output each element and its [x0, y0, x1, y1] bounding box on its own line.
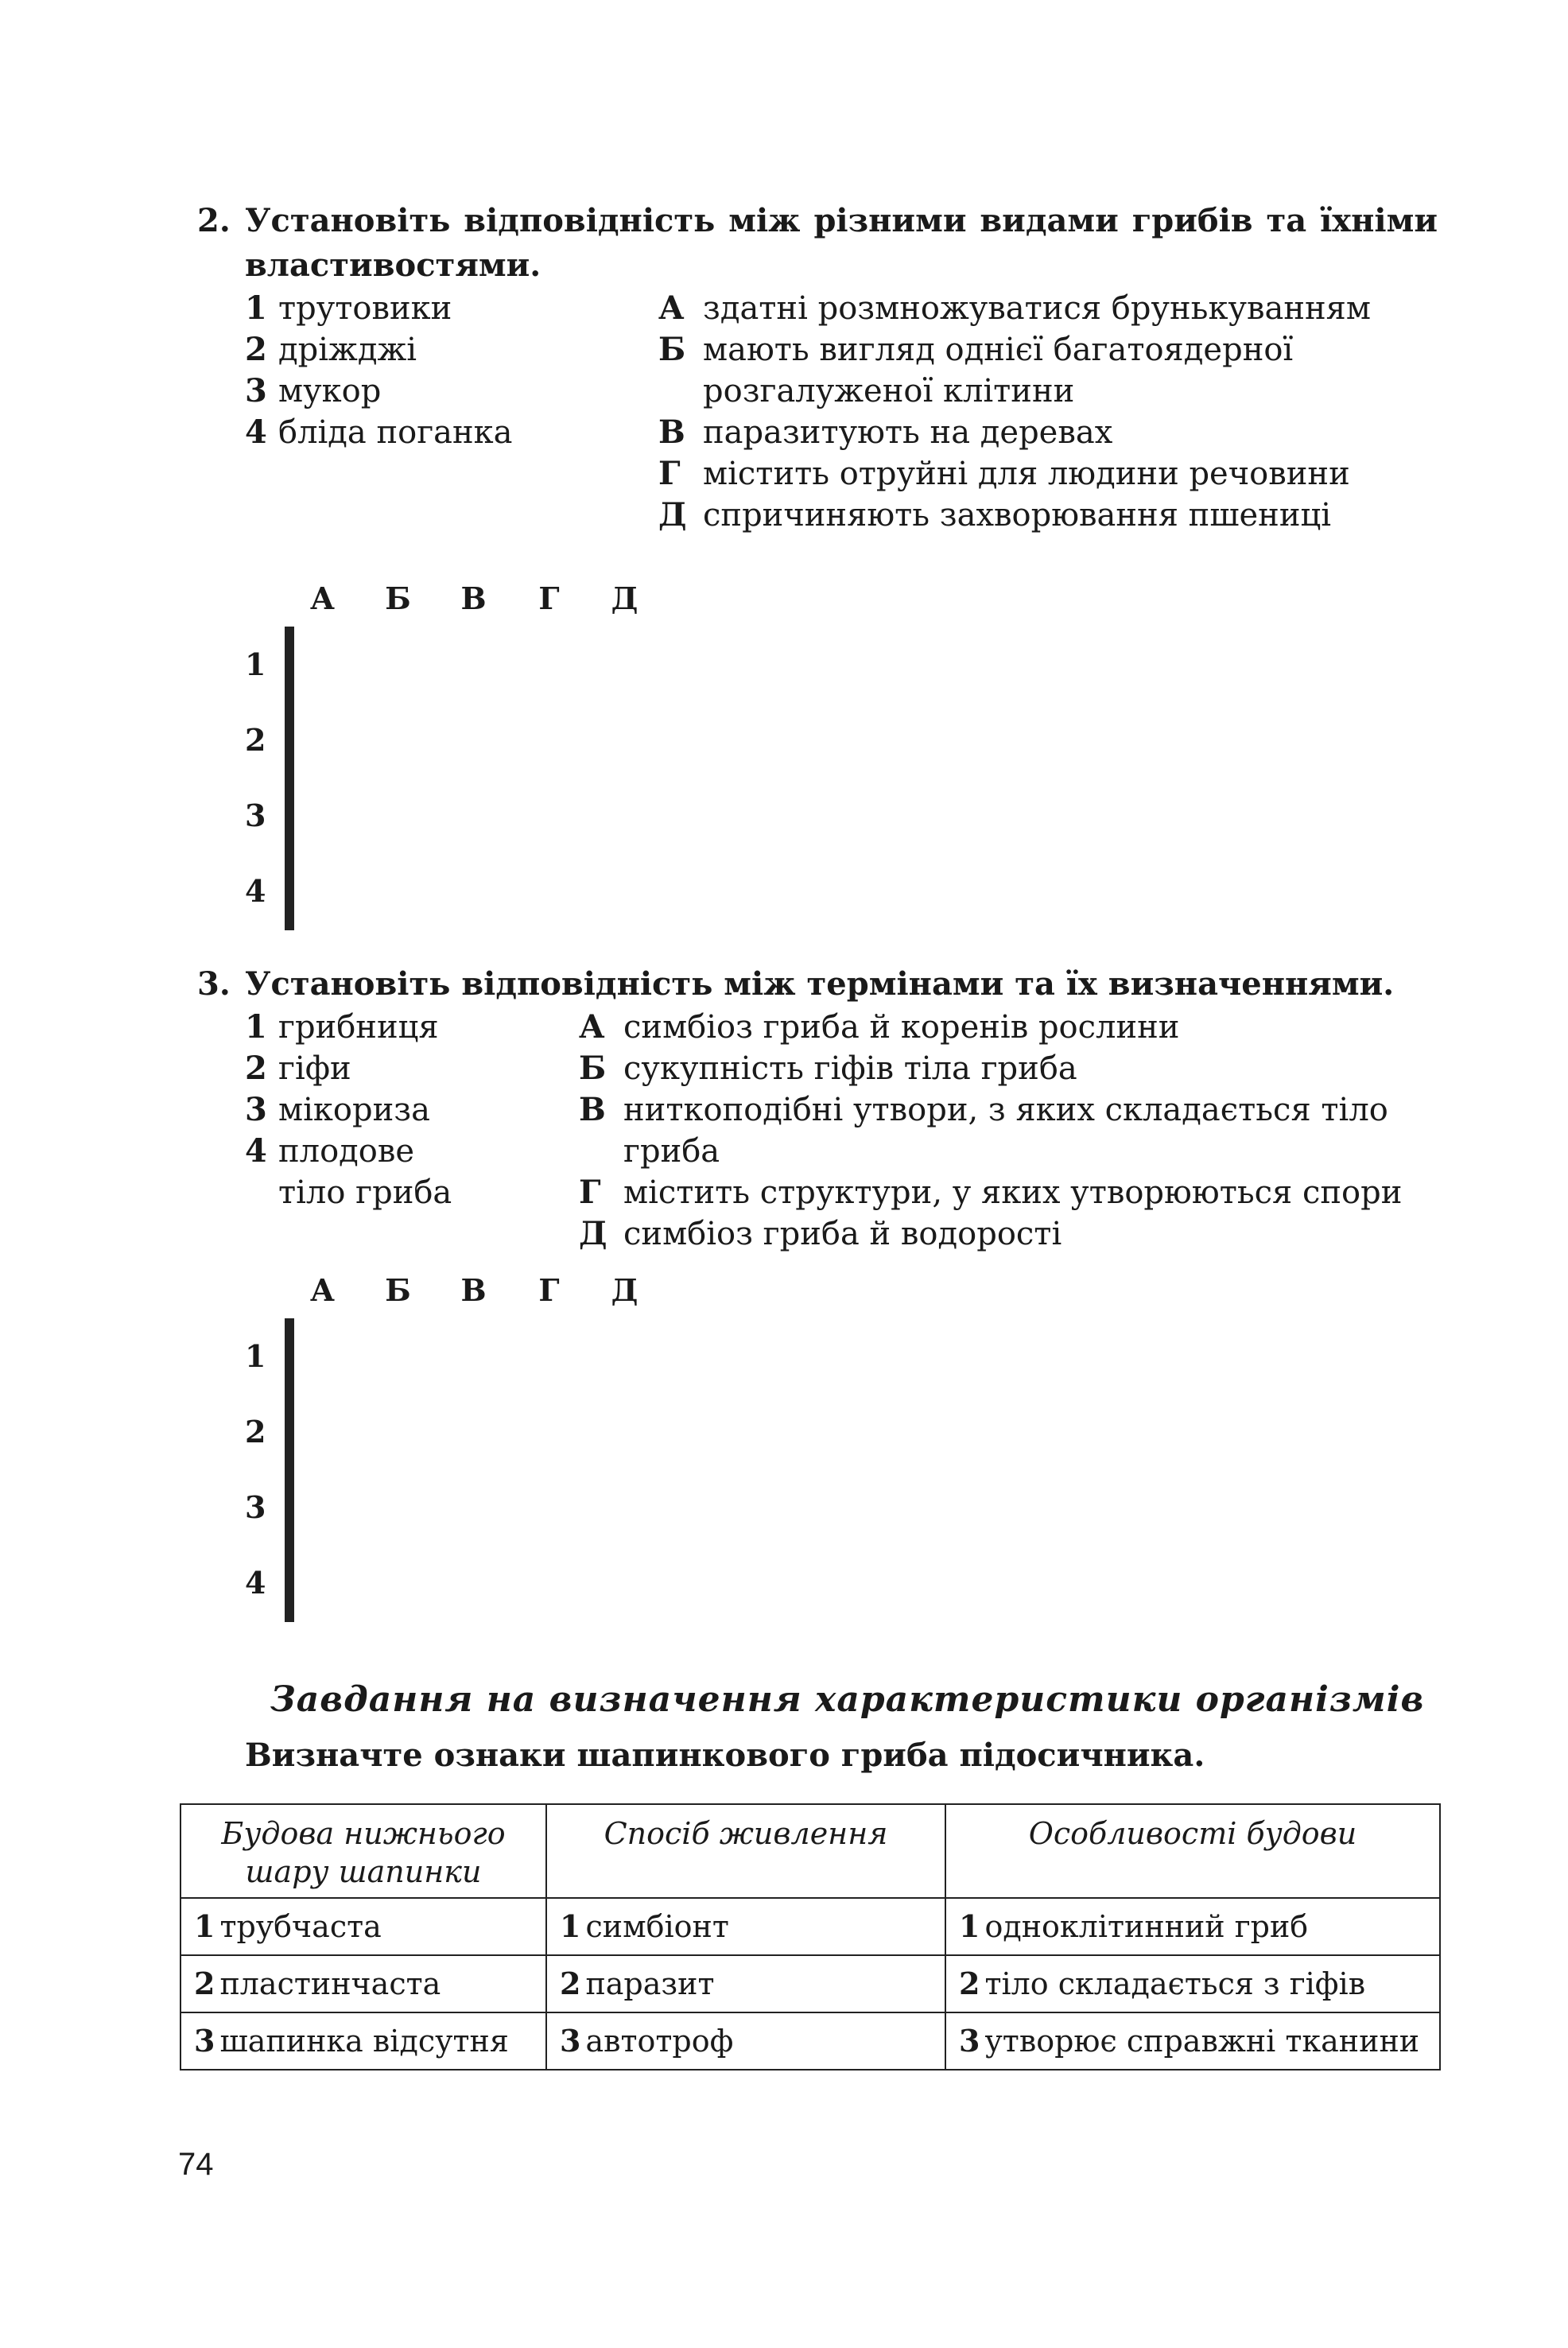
answer-cell[interactable]: [292, 703, 293, 778]
question-2: [197, 199, 1438, 542]
term-item: 4 бліда поганка: [245, 413, 513, 451]
definition-item: А симбіоз гриба й коренів рослини: [579, 1008, 1180, 1046]
table-cell: 2 паразит: [546, 1955, 945, 2012]
table-row: [180, 2012, 1440, 2070]
table-header-row: [180, 1804, 1440, 1898]
table-header: Будова нижнього шару шапинки: [180, 1804, 546, 1898]
grid-row-headers: 1 2 3 4: [245, 1338, 266, 1601]
definitions-list: [658, 288, 1438, 536]
answer-cell[interactable]: [292, 854, 293, 929]
answer-cells: [285, 627, 294, 930]
answer-cell[interactable]: [292, 1319, 293, 1395]
definition-item: Д симбіоз гриба й водорості: [579, 1215, 1062, 1252]
features-table: [180, 1803, 1441, 2071]
table-header: Спосіб живлення: [546, 1804, 945, 1898]
table-cell: 1 симбіонт: [546, 1898, 945, 1955]
term-item: 2 гіфи: [245, 1050, 351, 1087]
definitions-list: [579, 1007, 1438, 1255]
table-cell: 3 шапинка відсутня: [180, 2012, 546, 2070]
definition-item: Б мають вигляд однієї багатоядерної розгалуженої клітини: [658, 331, 1294, 409]
grid-column-headers: А Б В Г Д: [310, 580, 638, 616]
answer-cell[interactable]: [292, 1470, 293, 1546]
table-row: [180, 1898, 1440, 1955]
table-cell: 2 тіло складається з гіфів: [945, 1955, 1440, 2012]
term-item: 4 плодове тіло гриба: [245, 1132, 452, 1211]
answer-cell[interactable]: [292, 627, 293, 703]
terms-list: [245, 1007, 579, 1213]
definition-item: В ниткоподібні утвори, з яких складається тіло гриба: [579, 1091, 1388, 1170]
table-row: [180, 1955, 1440, 2012]
table-cell: 1 одноклітинний гриб: [945, 1898, 1440, 1955]
term-item: 3 мікориза: [245, 1091, 430, 1128]
table-cell: 2 пластинчаста: [180, 1955, 546, 2012]
matching-lists: [245, 288, 1438, 542]
term-item: 1 трутовики: [245, 289, 452, 327]
definition-item: А здатні розмножуватися брунькуванням: [658, 289, 1372, 327]
question-3: [197, 962, 1438, 1252]
table-cell: 1 трубчаста: [180, 1898, 546, 1955]
matching-lists: [245, 1007, 1438, 1252]
section-title: Завдання на визначення характеристики організмів: [270, 1679, 1425, 1720]
definition-item: Д спричиняють захворювання пшениці: [658, 496, 1332, 534]
question-3-prompt: [197, 962, 1438, 1007]
term-item: 1 грибниця: [245, 1008, 439, 1046]
definition-item: Г містить структури, у яких утворюються спори: [579, 1174, 1403, 1211]
term-item: 2 дріжджі: [245, 331, 417, 368]
answer-cell[interactable]: [292, 1395, 293, 1470]
page-number: 74: [178, 2147, 214, 2182]
grid-row-headers: 1 2 3 4: [245, 646, 266, 909]
question-number: 3.: [197, 965, 231, 1003]
question-text: Установіть відповідність між різними видами грибів та їхніми властивостями.: [245, 202, 1438, 284]
answer-cell[interactable]: [292, 778, 293, 854]
table-cell: 3 утворює справжні тканини: [945, 2012, 1440, 2070]
term-item: 3 мукор: [245, 372, 382, 409]
definition-item: Б сукупність гіфів тіла гриба: [579, 1050, 1077, 1087]
question-number: 2.: [197, 202, 231, 239]
task-text: Визначте ознаки шапинкового гриба підосичника.: [245, 1737, 1205, 1774]
table-cell: 3 автотроф: [546, 2012, 945, 2070]
grid-column-headers: А Б В Г Д: [310, 1272, 638, 1308]
question-2-prompt: [197, 199, 1438, 288]
table-header: Особливості будови: [945, 1804, 1440, 1898]
definition-item: Г містить отруйні для людини речовини: [658, 455, 1350, 492]
answer-cells: [285, 1318, 294, 1622]
definition-item: В паразитують на деревах: [658, 413, 1113, 451]
question-text: Установіть відповідність між термінами та їх визначеннями.: [245, 965, 1395, 1003]
answer-cell[interactable]: [292, 1546, 293, 1621]
terms-list: [245, 288, 658, 453]
